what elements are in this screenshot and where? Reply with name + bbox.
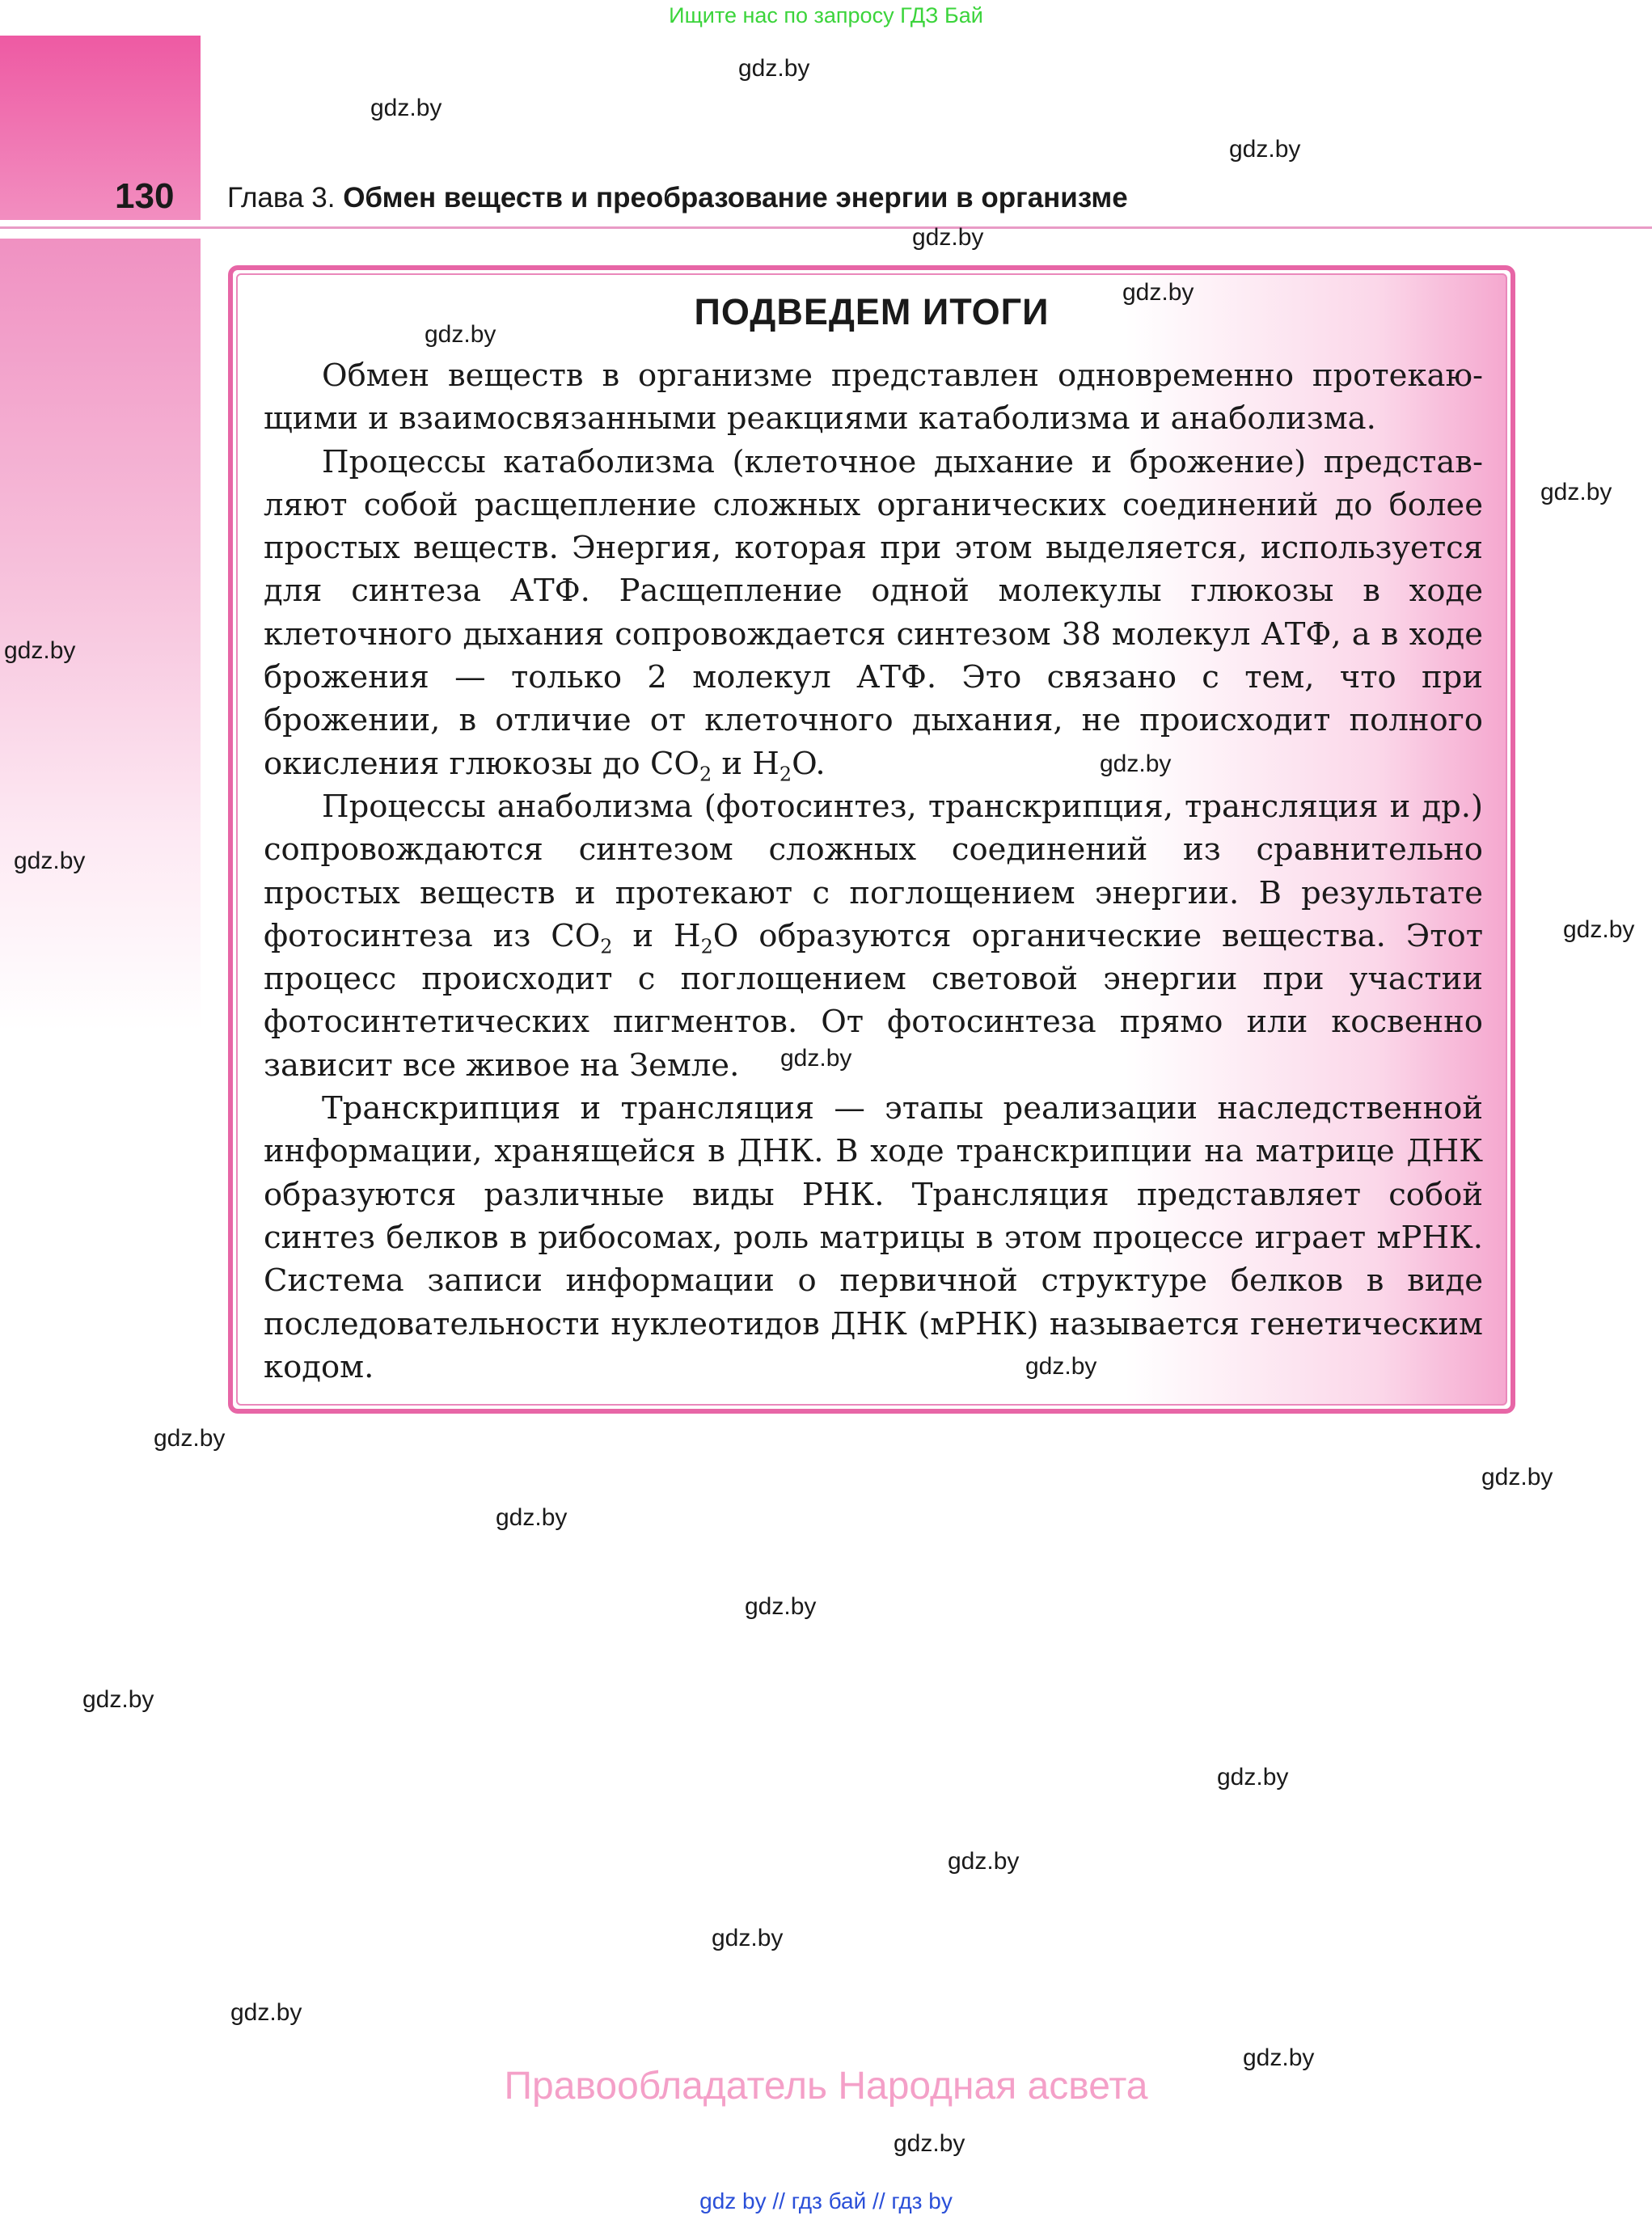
watermark: gdz.by bbox=[1217, 1764, 1289, 1791]
summary-title: ПОДВЕДЕМ ИТОГИ bbox=[694, 291, 1050, 332]
watermark: gdz.by bbox=[912, 224, 984, 251]
watermark: gdz.by bbox=[948, 1848, 1020, 1875]
watermark: gdz.by bbox=[1229, 136, 1301, 163]
watermark: gdz.by bbox=[1540, 479, 1612, 505]
watermark: gdz.by bbox=[1481, 1464, 1553, 1490]
watermark: gdz.by bbox=[425, 321, 496, 348]
running-head bbox=[227, 182, 1128, 214]
watermark: gdz.by bbox=[712, 1925, 784, 1951]
watermark: gdz.by bbox=[370, 95, 442, 121]
watermark: gdz.by bbox=[496, 1504, 568, 1531]
side-gradient-band bbox=[0, 239, 201, 1031]
summary-text bbox=[264, 354, 1483, 1389]
watermark: gdz.by bbox=[1100, 750, 1172, 777]
watermark: gdz.by bbox=[1563, 916, 1635, 943]
watermark: gdz.by bbox=[1243, 2044, 1315, 2071]
paragraph-1: Обмен веществ в организме представлен одновременно протекающими и взаимосвязанными реакциями катаболизма и анаболизма. bbox=[264, 357, 1483, 438]
copyright-notice: Правообладатель Народная асвета bbox=[504, 2065, 1148, 2108]
watermark: gdz.by bbox=[154, 1425, 226, 1452]
paragraph-4: Транскрипция и трансляция — этапы реализации наследственной информации, хранящейся в ДНК. В ходе транскрипции на матрице ДНК образуются различные виды РНК. Трансляция представляет собой синтез белков в рибосомах, роль матрицы в этом процессе играет мРНК. Система записи информации о первичной структуре белков в виде последовательности нуклеотидов ДНК (мРНК) называется генетическим кодом. bbox=[264, 1090, 1483, 1385]
chapter-title: Обмен веществ и преобразование энергии в организме bbox=[343, 182, 1128, 214]
watermark: gdz.by bbox=[745, 1593, 817, 1620]
paragraph-2: Процессы катаболизма (клеточное дыхание и брожение) представляют собой расщепление сложных органических соединений до более простых веществ. Энергия, которая при этом выделяется, используется для синтеза АТФ. Расщепление одной молекулы глюкозы в ходе клеточного дыхания сопровождается синтезом 38 молекул АТФ, а в ходе брожения — только 2 молекул АТФ. Это связано с тем, что при брожении, в отличие от клеточного дыхания, не происходит полного окисления глюкозы до $CO_2$ и $H_2O$. bbox=[264, 443, 1483, 786]
watermark: gdz.by bbox=[738, 55, 810, 82]
top-banner[interactable]: Ищите нас по запросу ГДЗ Бай bbox=[669, 3, 983, 27]
page-number: 130 bbox=[115, 176, 175, 216]
footer-links[interactable]: gdz by // гдз бай // гдз by bbox=[699, 2188, 953, 2213]
watermark: gdz.by bbox=[4, 637, 76, 664]
header-rule bbox=[0, 226, 1652, 229]
watermark: gdz.by bbox=[82, 1686, 154, 1713]
watermark: gdz.by bbox=[894, 2130, 965, 2157]
watermark: gdz.by bbox=[780, 1045, 852, 1072]
watermark: gdz.by bbox=[1122, 279, 1194, 306]
watermark: gdz.by bbox=[14, 848, 86, 874]
watermark: gdz.by bbox=[230, 1999, 302, 2026]
paragraph-3: Процессы анаболизма (фотосинтез, транскрипция, трансляция и др.) сопровождаются синтезом сложных соединений из сравнительно простых веществ и протекают с поглощением энергии. В результате фотосинтеза из $CO_2$ и $H_2O$ образуются органические вещества. Этот процесс происходит с поглощением световой энергии при участии фотосинтетических пигментов. От фотосинтеза прямо или косвенно зависит все живое на Земле. bbox=[264, 788, 1483, 1084]
chapter-label: Глава 3. bbox=[227, 182, 336, 214]
watermark: gdz.by bbox=[1025, 1353, 1097, 1380]
